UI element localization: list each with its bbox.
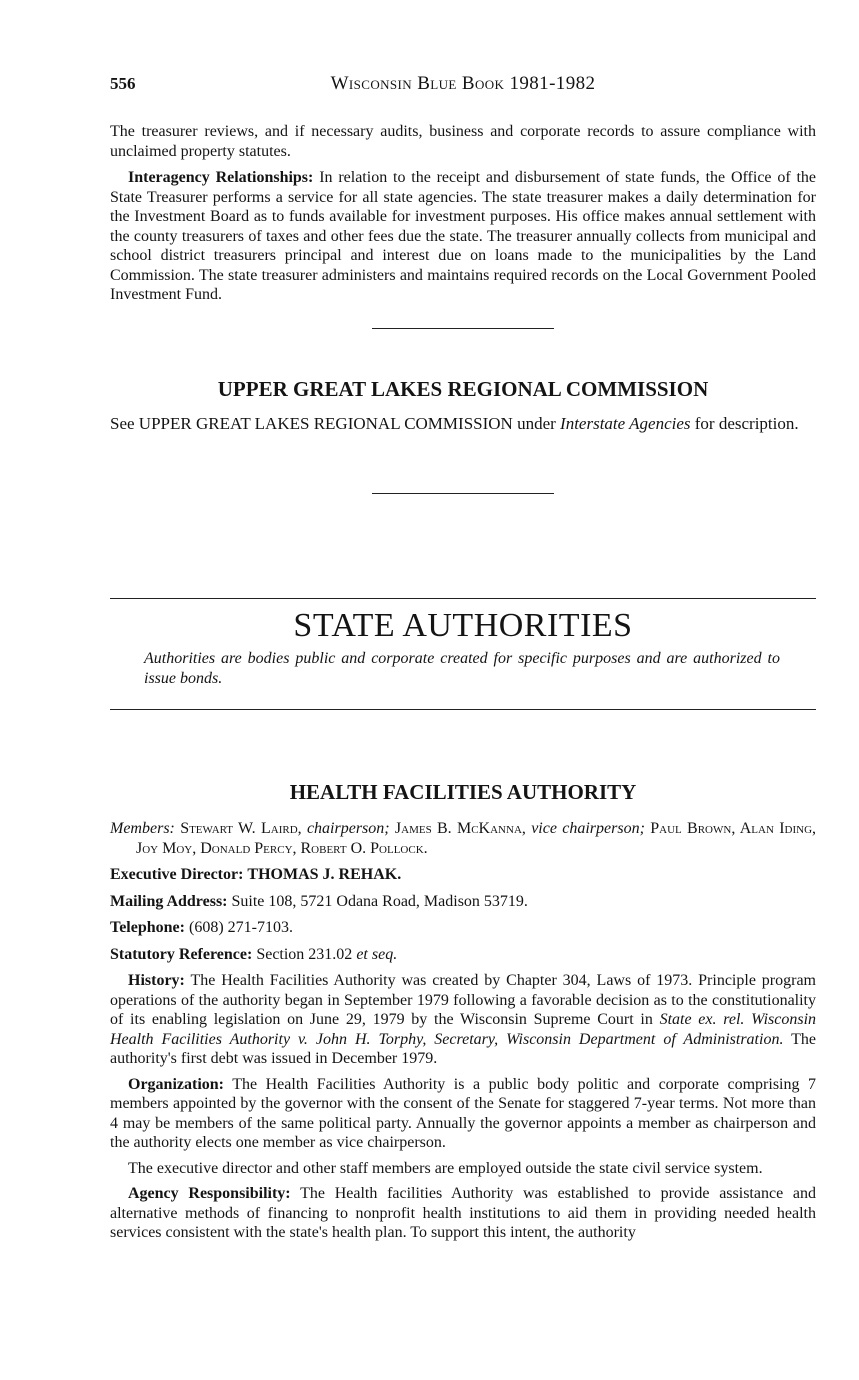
history-paragraph xyxy=(110,971,816,1069)
state-authorities-intro: Authorities are bodies public and corporate created for specific purposes and are authorized to issue bonds. xyxy=(144,650,780,687)
executive-director-line xyxy=(110,865,816,885)
member-chair-role: chairperson; xyxy=(306,820,390,837)
ugl-text-after: for description. xyxy=(694,414,799,433)
hfa-heading: HEALTH FACILITIES AUTHORITY xyxy=(289,780,637,804)
org-label: Organization: xyxy=(128,1075,224,1093)
members-rest: Paul Brown, Alan Iding, Joy Moy, Donald Percy, Robert O. Pollock. xyxy=(136,820,817,857)
member-vice-role: vice chairperson; xyxy=(531,820,645,837)
treasurer-section xyxy=(110,122,816,305)
section-divider xyxy=(372,493,554,494)
interagency-text: In relation to the receipt and disbursement of state funds, the Office of the State Treasurer performs a service for all state agencies. The state treasurer makes a daily determination for the Investment Board as to funds available for investment purposes. His office makes annual settlement with the county treasurers of taxes and other fees due the state. The treasurer annually collects from municipal and school district treasurers principal and interest due on loans made to the municipalities by the Land Commission. The state treasurer administers and maintains required records on the Local Government Pooled Investment Fund. xyxy=(110,169,817,303)
resp-text: The Health facilities Authority was established to provide assistance and alternative methods of financing to nonprofit health institutions to aid them in providing needed health services consistent with the state's health plan. To support this intent, the authority xyxy=(110,1185,816,1241)
org-text: The Health Facilities Authority is a public body politic and corporate comprising 7 members appointed by the governor with the consent of the Senate for staggered 7-year terms. Not more than 4 may be members of the same political party. Annually the governor appoints a member as chairperson and the authority elects one member as vice chairperson. xyxy=(110,1075,816,1151)
page-header xyxy=(110,74,816,98)
running-title: Wisconsin Blue Book 1981-1982 xyxy=(330,73,596,94)
interagency-paragraph xyxy=(110,168,816,305)
history-end: The authority's first debt was issued in December 1979. xyxy=(110,1030,816,1067)
responsibility-paragraph xyxy=(110,1184,816,1243)
stat-label: Statutory Reference: xyxy=(110,945,253,963)
mail-value: Suite 108, 5721 Odana Road, Madison 53719. xyxy=(231,892,528,910)
members-label: Members: xyxy=(110,820,175,837)
interagency-label: Interagency Relationships: xyxy=(128,169,314,186)
staff-paragraph: The executive director and other staff members are employed outside the state civil service system. xyxy=(128,1159,763,1177)
hfa-details xyxy=(110,819,816,1243)
history-label: History: xyxy=(128,972,185,989)
treasurer-audit-paragraph: The treasurer reviews, and if necessary audits, business and corporate records to assure compliance with unclaimed property statutes. xyxy=(110,123,816,160)
exec-value: THOMAS J. REHAK. xyxy=(247,866,402,883)
upper-great-lakes-heading: UPPER GREAT LAKES REGIONAL COMMISSION xyxy=(217,377,709,401)
member-vice-name: James B. McKanna, xyxy=(394,820,526,837)
members-line xyxy=(110,819,816,858)
statutory-reference-line xyxy=(110,945,816,965)
section-divider xyxy=(372,328,554,329)
telephone-line xyxy=(110,918,816,938)
tel-label: Telephone: xyxy=(110,919,185,936)
mailing-address-line xyxy=(110,892,816,912)
ugl-text-italic: Interstate Agencies xyxy=(560,414,691,433)
stat-value: Section 231.02 xyxy=(256,945,353,963)
upper-great-lakes-paragraph xyxy=(110,414,842,434)
history-case: State ex. rel. Wisconsin Health Facilities Authority v. John H. Torphy, Secretary, Wisconsin Department of Administration. xyxy=(110,1011,817,1048)
history-text: The Health Facilities Authority was created by Chapter 304, Laws of 1973. Principle program operations of the authority began in September 1979 following a favorable decision as to the constitutionality of its enabling legislation on June 29, 1979 by the Wisconsin Supreme Court in xyxy=(110,972,816,1028)
ugl-text-before: See UPPER GREAT LAKES REGIONAL COMMISSION under xyxy=(110,414,556,433)
state-authorities-top-rule xyxy=(110,598,816,599)
state-authorities-title: STATE AUTHORITIES xyxy=(293,607,633,644)
tel-value: (608) 271-7103. xyxy=(188,919,293,936)
mail-label: Mailing Address: xyxy=(110,892,228,910)
page-number: 556 xyxy=(110,74,136,93)
state-authorities-bottom-rule xyxy=(110,709,816,710)
stat-italic: et seq. xyxy=(356,945,398,963)
member-chair-name: Stewart W. Laird, xyxy=(180,820,302,837)
exec-label: Executive Director: xyxy=(110,866,244,883)
resp-label: Agency Responsibility: xyxy=(128,1185,291,1202)
organization-paragraph xyxy=(110,1075,816,1153)
